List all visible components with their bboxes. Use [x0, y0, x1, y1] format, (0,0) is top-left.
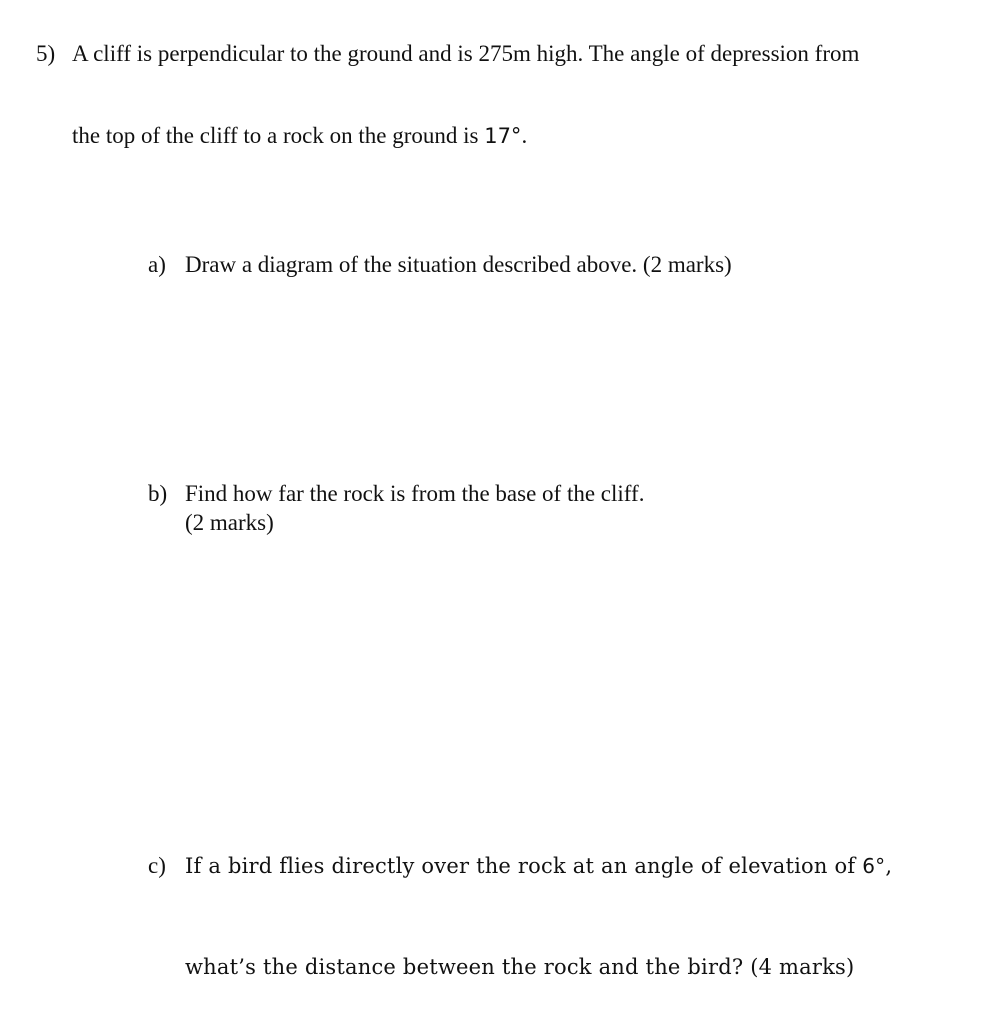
depression-angle-value: 17° [484, 124, 522, 148]
part-b-label: b) [148, 481, 168, 506]
part-c-label: c) [148, 853, 166, 878]
elevation-angle-value: 6° [862, 854, 886, 878]
question-text-line1: A cliff is perpendicular to the ground and is 275m high. The angle of depression from [72, 41, 860, 66]
part-c-text-line2: what’s the distance between the rock and the bird? (4 marks) [185, 955, 855, 979]
part-a-label: a) [148, 252, 166, 277]
question-number: 5) [36, 41, 56, 66]
question-text-line2-suffix: . [521, 123, 528, 148]
part-c-text-line1-prefix: If a bird flies directly over the rock at an angle of elevation of [185, 854, 863, 878]
question-text-line2 [72, 122, 527, 150]
part-c-text-line1 [185, 852, 892, 880]
question-text-line2-prefix: the top of the cliff to a rock on the ground is [72, 123, 485, 148]
part-c-text-line1-suffix: , [885, 854, 893, 878]
part-a-text: Draw a diagram of the situation described above. (2 marks) [185, 252, 732, 277]
part-b-text-line1: Find how far the rock is from the base of the cliff. [185, 481, 645, 506]
part-b-text-line2: (2 marks) [185, 510, 274, 535]
